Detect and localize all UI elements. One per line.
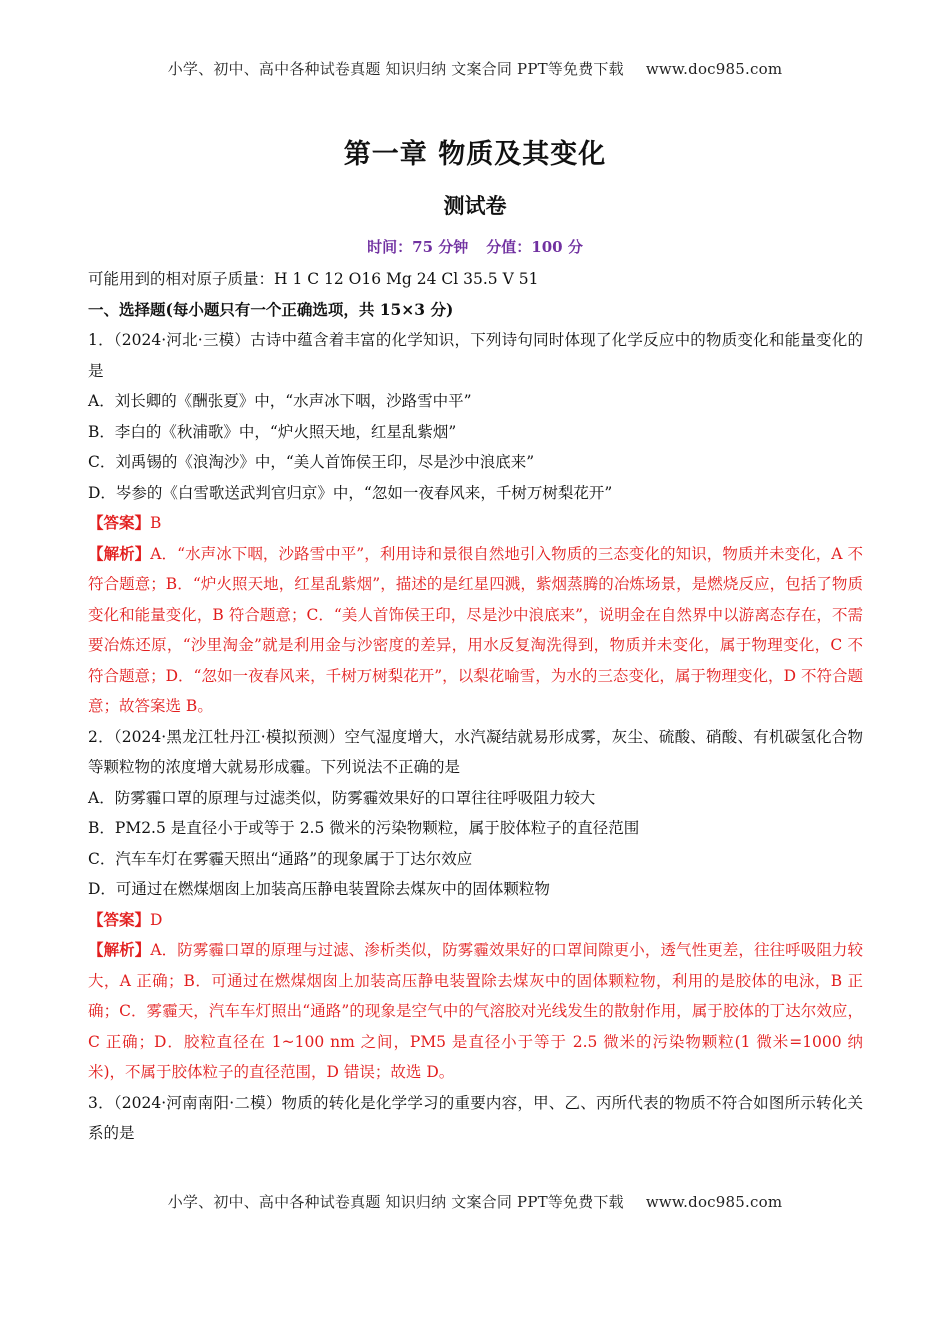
- page-title: 第一章 物质及其变化: [343, 139, 607, 170]
- question-stem: 2．（2024·黑龙江牡丹江·模拟预测）空气湿度增大，水汽凝结就易形成雾，灰尘、硫酸、硝酸、有机碳氢化合物等颗粒物的浓度增大就易形成霾。下列说法不正确的是: [88, 727, 863, 776]
- option-a: A．刘长卿的《酬张夏》中，“水声冰下咽，沙路雪中平”: [88, 392, 472, 410]
- option-d: D．岑参的《白雪歌送武判官归京》中，“忽如一夜春风来，千树万树梨花开”: [88, 483, 613, 502]
- answer-label: 【答案】: [88, 909, 151, 929]
- atomic-masses: 可能用到的相对原子质量：H 1 C 12 O16 Mg 24 Cl 35.5 V 51: [88, 270, 539, 288]
- explanation-label: 【解析】: [88, 940, 151, 959]
- option-c: C．汽车车灯在雾霾天照出“通路”的现象属于丁达尔效应: [88, 849, 473, 868]
- explanation-text: A．“水声冰下咽，沙路雪中平”，利用诗和景很自然地引入物质的三态变化的知识，物质并未变化，A 不符合题意；B．“炉火照天地，红星乱紫烟”，描述的是红星四溅，紫烟蒸腾的冶炼场景，是燃烧反应，包括了物质变化和能量变化，B 符合题意；C．“美人首饰侯王印，尽是沙中浪底来”，说明金在自然界中以游离态存在，不需要冶炼还原，“沙里淘金”就是利用金与沙密度的差异，用水反复淘洗得到，物质并未变化，属于物理变化，C 不符合题意；D．“忽如一夜春风来，千树万树梨花开”，以梨花喻雪，为水的三态变化，属于物理变化，D 不符合题意；故答案选 B。: [88, 544, 863, 715]
- footer-url[interactable]: www.doc985.com: [645, 1193, 783, 1211]
- section-title: 一、选择题(每小题只有一个正确选项，共 15×3 分): [88, 299, 454, 319]
- explanation-text: A．防雾霾口罩的原理与过滤、渗析类似，防雾霾效果好的口罩间隙更小，透气性更差，往往呼吸阻力较大，A 正确；B．可通过在燃煤烟囱上加装高压静电装置除去煤灰中的固体颗粒物，利用的是胶体的电泳，B 正确；C．雾霾天，汽车车灯照出“通路”的现象是空气中的气溶胶对光线发生的散射作用，属于胶体的丁达尔效应，C 正确；D．胶粒直径在 1~100 nm 之间，PM5 是直径小于等于 2.5 微米的污染物颗粒(1 微米=1000 纳米)，不属于胶体粒子的直径范围，D 错误；故选 D。: [88, 941, 863, 1081]
- answer-line: [88, 508, 863, 539]
- option-c: C．刘禹锡的《浪淘沙》中，“美人首饰侯王印，尽是沙中浪底来”: [88, 453, 535, 471]
- exam-time: 时间：75 分钟: [367, 238, 469, 256]
- question-stem: 3．（2024·河南南阳·二模）物质的转化是化学学习的重要内容，甲、乙、丙所代表的物质不符合如图所示转化关系的是: [88, 1093, 863, 1142]
- header-text: 小学、初中、高中各种试卷真题 知识归纳 文案合同 PPT等免费下载: [167, 60, 624, 78]
- option-b: B．PM2.5 是直径小于或等于 2.5 微米的污染物颗粒，属于胶体粒子的直径范围: [88, 819, 640, 837]
- footer-text: 小学、初中、高中各种试卷真题 知识归纳 文案合同 PPT等免费下载: [167, 1193, 624, 1211]
- question-stem: 1．（2024·河北·三模）古诗中蕴含着丰富的化学知识，下列诗句同时体现了化学反应中的物质变化和能量变化的是: [88, 331, 863, 380]
- explanation-label: 【解析】: [88, 543, 151, 563]
- exam-meta: [0, 236, 950, 257]
- document-body: [88, 264, 863, 1149]
- explanation: [88, 539, 863, 722]
- answer-label: 【答案】: [88, 513, 151, 532]
- page-header: [0, 58, 950, 79]
- question-1: [88, 325, 863, 722]
- exam-score: 分值：100 分: [486, 238, 583, 256]
- explanation: [88, 935, 863, 1088]
- answer-value: D: [150, 910, 163, 929]
- header-url[interactable]: www.doc985.com: [645, 60, 783, 78]
- question-2: [88, 722, 863, 1088]
- page-subtitle: 测试卷: [443, 194, 507, 218]
- answer-value: B: [150, 514, 162, 532]
- answer-line: [88, 905, 863, 936]
- option-a: A．防雾霾口罩的原理与过滤类似，防雾霾效果好的口罩往往呼吸阻力较大: [88, 788, 596, 807]
- question-3: [88, 1088, 863, 1149]
- option-d: D．可通过在燃煤烟囱上加装高压静电装置除去煤灰中的固体颗粒物: [88, 880, 550, 898]
- page-footer: [0, 1191, 950, 1212]
- option-b: B．李白的《秋浦歌》中，“炉火照天地，红星乱紫烟”: [88, 422, 457, 441]
